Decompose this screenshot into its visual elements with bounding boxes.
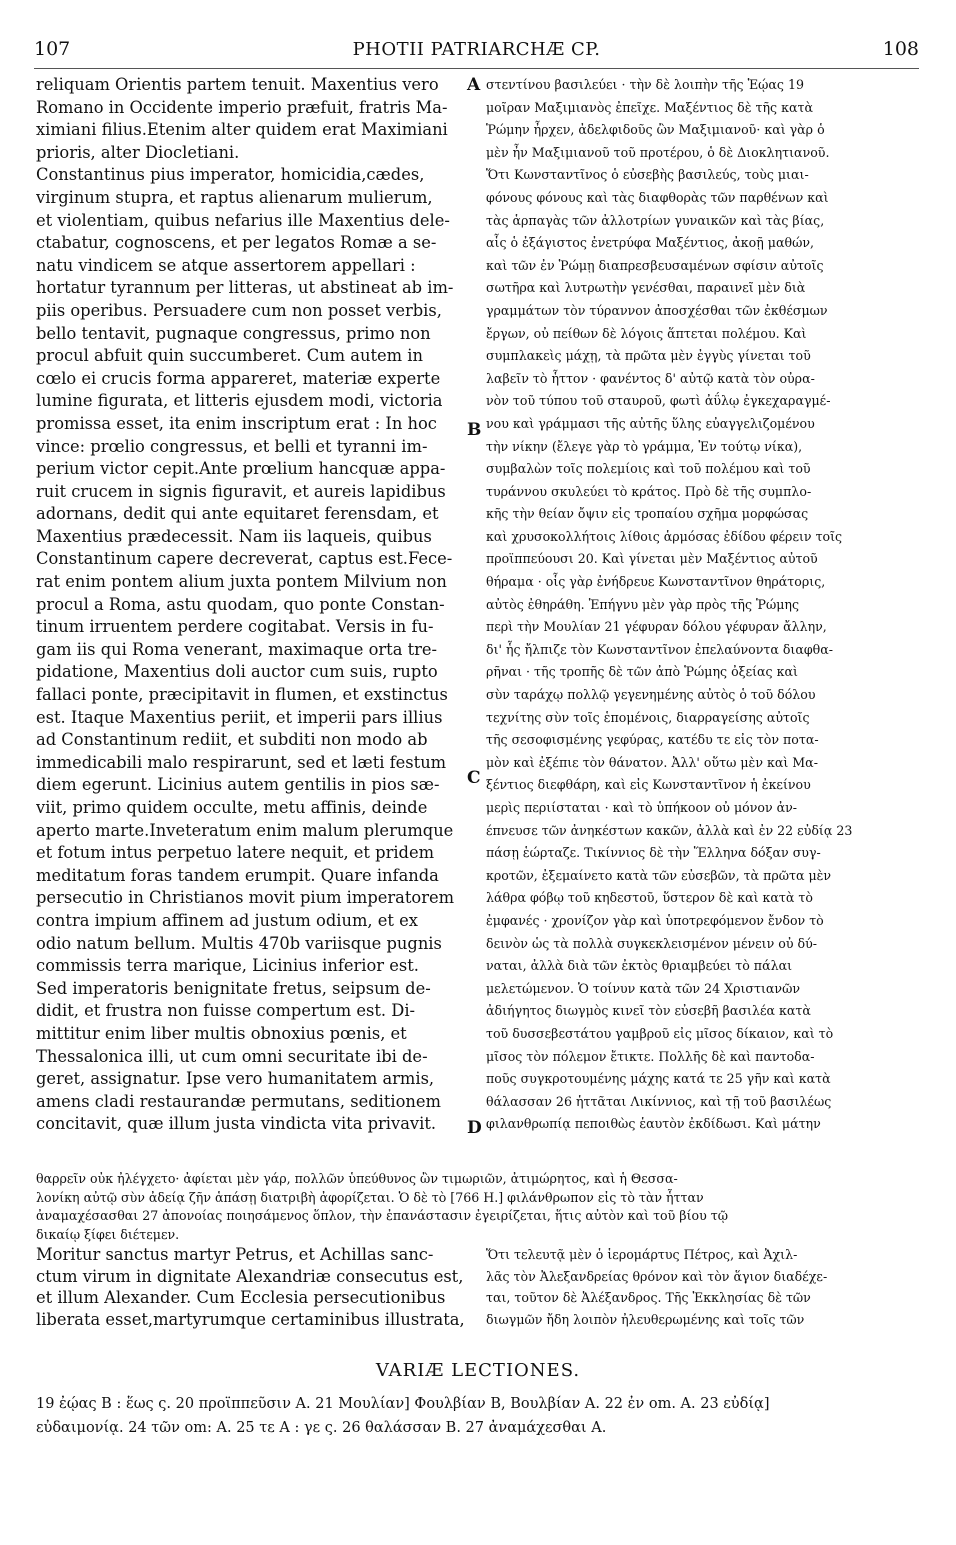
latin-line: persecutio in Christianos movit pium imperatorem [36, 888, 455, 908]
page-number-right: 108 [882, 38, 919, 60]
greek-line: ἀδιήγητος διωγμὸς κινεῖ τὸν εὐσεβῆ βασιλέα κατὰ [486, 1003, 811, 1019]
greek-line: περὶ τὴν Μουλίαν 21 γέφυραν δόλου γέφυραν ἄλλην, [486, 619, 827, 635]
latin-line: et violentiam, quibus nefarius ille Maxentius dele- [36, 210, 450, 230]
greek-line: φιλανθρωπίᾳ πεποιθὼς ἑαυτὸν ἐκδίδωσι. Καὶ μάτην [486, 1116, 821, 1132]
latin-line: Thessalonica illi, ut cum omni securitate ibi de- [36, 1046, 428, 1066]
greek-line: τεχνίτης σὺν τοῖς ἑπομένοις, διαρραγείσης αὐτοῖς [486, 709, 810, 725]
greek-line: σὺν ταράχῳ πολλῷ γεγενημένης αὐτὸς ὁ τοῦ δόλου [486, 687, 816, 703]
latin-line: didit, et frustra non fuisse compertum est. Di- [36, 1001, 416, 1021]
latin-line: aperto marte.Inveteratum enim malum plerumque [36, 820, 454, 840]
greek-line: νου καὶ γράμμασι τῆς αὐτῆς ὕλης εὐαγγελιζομένου [486, 415, 815, 431]
latin-line: fallaci ponte, præcipitavit in flumen, et exstinctus [36, 685, 448, 705]
latin-line: Sed imperatoris benignitate fretus, seipsum de- [36, 978, 431, 998]
latin-line: est. Itaque Maxentius periit, et imperii pars illius [36, 707, 443, 727]
latin-line: tinum irruentem perdere cogitabat. Versis in fu- [36, 617, 434, 637]
latin-line: bello tentavit, pugnaque congressus, primo non [36, 323, 431, 343]
latin-line: geret, assignatur. Ipse vero humanitatem armis, [36, 1069, 435, 1089]
latin-line: contra impium affinem ad justum odium, et ex [36, 910, 418, 930]
full-width-line: δικαίῳ ξίφει διέτεμεν. [36, 1226, 180, 1242]
latin-line: ximiani filius.Etenim alter quidem erat Maximiani [36, 120, 448, 140]
greek-line: ἐμφανές · χρονίζον γὰρ καὶ ὑποτρεφόμενον ἔνδον τὸ [486, 912, 824, 928]
full-width-line: λονίκη αὐτῷ σὺν ἀδείᾳ ζῆν ἁπάσῃ διατριβὴ ἀφορίζεται. Ὁ δὲ τὸ [766 H.] φιλάνθρωπον εἰς τὸ τὰν ἧτταν [36, 1189, 704, 1205]
greek-line: καὶ χρυσοκολλήτοις λίθοις ἁρμόσας ἐδίδου φέρειν τοῖς [486, 528, 843, 544]
greek-line: ναται, ἀλλὰ διὰ τῶν ἐκτὸς θριαμβεύει τὸ πάλαι [486, 958, 793, 974]
latin-line: odio natum bellum. Multis 470b variisque pugnis [36, 933, 442, 953]
latin-line: procul a Roma, astu quodam, quo ponte Constan- [36, 594, 445, 614]
greek-line: Ὅτι Κωνσταντῖνος ὁ εὐσεβὴς βασιλεύς, τοὺς μιαι- [486, 167, 809, 183]
latin-line: Moritur sanctus martyr Petrus, et Achillas sanc- [36, 1245, 434, 1264]
greek-column-section-2 [486, 1244, 920, 1330]
latin-line: natu vindicem se atque assertorem appellari : [36, 255, 416, 275]
latin-column [36, 74, 466, 1136]
greek-column [486, 74, 920, 1136]
greek-line: μελετώμενον. Ὁ τοίνυν κατὰ τῶν 24 Χριστιανῶν [486, 980, 801, 996]
margin-mark-a: A [467, 75, 481, 95]
latin-line: virginum stupra, et raptus alienarum mulierum, [36, 187, 433, 207]
greek-line: θάλασσαν 26 ἡττᾶται Λικίννιος, καὶ τῇ τοῦ βασιλέως [486, 1093, 832, 1109]
greek-line: μὲν ἦν Μαξιμιανοῦ τοῦ προτέρου, ὁ δὲ Διοκλητιανοῦ. [486, 144, 830, 160]
latin-line: immedicabili malo respirarunt, sed et læti festum [36, 752, 447, 772]
latin-line: liberata esset,martyrumque certaminibus illustrata, [36, 1309, 465, 1329]
greek-line: ξέντιος διεφθάρη, καὶ εἰς Κωνσταντῖνον ἡ ἐκείνου [486, 777, 811, 793]
greek-line: ἔργων, οὐ πείθων δὲ λόγοις ἅπτεται πολέμου. Καὶ [486, 325, 807, 341]
greek-line: γραμμάτων τὸν τύραννον ἀποσχέσθαι τῶν ἐκθέσμων [486, 302, 828, 318]
variae-lectiones [36, 1392, 920, 1440]
latin-line: et fotum intus perpetuo latere nequit, et pridem [36, 843, 435, 863]
latin-line: ad Constantinum rediit, et subditi non modo ab [36, 730, 428, 750]
latin-line: mittitur enim liber multis obnoxius pœnis, et [36, 1023, 407, 1043]
greek-line: μῖσος τὸν πόλεμον ἔτικτε. Πολλῆς δὲ καὶ παντοδα- [486, 1048, 815, 1064]
greek-line: ποῦς συγκροτουμένης μάχης κατά τε 25 γῆν καὶ κατὰ [486, 1071, 831, 1087]
greek-line: θήραμα · οἷς γὰρ ἐνήδρευε Κωνσταντῖνον θηράτορις, [486, 574, 826, 590]
latin-line: ctabatur, cognoscens, et per legatos Romæ a se- [36, 233, 437, 253]
latin-line: Constantinus pius imperator, homicidia,cædes, [36, 165, 425, 185]
greek-line: τοῦ δυσσεβεστάτου γαμβροῦ εἰς μῖσος δίκαιον, καὶ τὸ [486, 1025, 834, 1041]
greek-line: μὸν καὶ ἐξέπιε τὸν θάνατον. Ἀλλ' οὕτω μὲν καὶ Μα- [486, 754, 818, 770]
greek-line: ται, τοῦτον δὲ Ἀλέξανδρος. Τῆς Ἐκκλησίας δὲ τῶν [486, 1290, 811, 1305]
latin-line: commissis terra marique, Licinius inferior est. [36, 956, 419, 976]
greek-line: πάσῃ ἑώρταζε. Τικίννιος δὲ τὴν Ἕλληνα δόξαν συγ- [486, 845, 821, 861]
greek-line: λάθρα φόβῳ τοῦ κηδεστοῦ, ὕστερον δὲ καὶ κατὰ τὸ [486, 890, 813, 906]
variant-reading-line: 19 ἐῴας B : ἕως ς. 20 προϊππεῦσιν A. 21 Μουλίαν] Φουλβίαν B, Βουλβίαν A. 22 ἐν om. A. 23 εὐδίᾳ] [36, 1396, 770, 1412]
greek-line: λᾶς τὸν Ἀλεξανδρείας θρόνον καὶ τὸν ἅγιον διαδέχε- [486, 1268, 828, 1284]
latin-line: concitavit, quæ illum justa vindicta vita privavit. [36, 1114, 437, 1134]
latin-line: Constantinum capere decreverat, captus est.Fece- [36, 549, 453, 569]
greek-line: αἷς ὁ ἐξάγιστος ἐνετρύφα Μαξέντιος, ἀκοῇ μαθών, [486, 235, 815, 251]
greek-line: διωγμῶν ἤδη λοιπὸν ἠλευθερωμένης καὶ τοῖς τῶν [486, 1311, 805, 1327]
variant-reading-line: εὐδαιμονίᾳ. 24 τῶν om: A. 25 τε A : γε ς. 26 θαλάσσαν B. 27 ἀναμάχεσθαι A. [36, 1420, 607, 1436]
greek-line: προϊππεύουσι 20. Καὶ γίνεται μὲν Μαξέντιος αὐτοῦ [486, 551, 818, 567]
latin-line: et illum Alexander. Cum Ecclesia persecutionibus [36, 1288, 446, 1307]
greek-line: κροτῶν, ἐξεμαίνετο κατὰ τῶν εὐσεβῶν, τὰ πρῶτα μὲν [486, 867, 832, 883]
margin-mark-d: D [467, 1118, 482, 1138]
greek-line: δι' ἧς ἤλπιζε τὸν Κωνσταντῖνον ἐπελαύνοντα διαφθα- [486, 641, 834, 657]
full-width-line: θαρρεῖν οὐκ ἠλέγχετο· ἀφίεται μὲν γάρ, πολλῶν ὑπεύθυνος ὢν τιμωριῶν, ἀτιμώρητος, καὶ ἡ Θεσσα- [36, 1171, 678, 1186]
latin-line: Maxentius prædecessit. Nam iis laqueis, quibus [36, 526, 432, 546]
greek-line: νὸν τοῦ τύπου τοῦ σταυροῦ, φωτὶ ἀΰλῳ ἐγκεχαραγμέ- [486, 393, 831, 409]
latin-line: promissa esset, ita enim inscriptum erat : In hoc [36, 413, 437, 433]
greek-line: μοῖραν Μαξιμιανὸς ἐπεῖχε. Μαξέντιος δὲ τῆς κατὰ [486, 99, 813, 115]
latin-line: reliquam Orientis partem tenuit. Maxentius vero [36, 75, 439, 94]
greek-line: καὶ τῶν ἐν Ῥώμῃ διαπρεσβευσαμένων σφίσιν αὐτοῖς [486, 257, 824, 273]
latin-line: Romano in Occidente imperio præfuit, fratris Ma- [36, 97, 448, 117]
greek-line: λαβεῖν τὸ ἧττον · φανέντος δ' αὐτῷ κατὰ τὸν οὐρα- [486, 370, 815, 386]
running-title: PHOTII PATRIARCHÆ CP. [352, 39, 601, 60]
latin-line: lumine figurata, et litteris ejusdem modi, victoria [36, 391, 443, 411]
latin-line: hortatur tyrannum per litteras, ut abstineat ab im- [36, 278, 454, 298]
latin-line: adornans, dedit qui ante equitaret ferensdam, et [36, 504, 439, 524]
latin-line: amens cladi restaurandæ permutans, seditionem [36, 1091, 441, 1111]
latin-line: diem egerunt. Licinius autem gentilis in pios sæ- [36, 775, 440, 795]
latin-line: rat enim pontem alium juxta pontem Milvium non [36, 572, 447, 592]
greek-line: συμβαλὼν τοῖς πολεμίοις καὶ τοῦ πολέμου καὶ τοῦ [486, 461, 811, 477]
latin-line: cœlo ei crucis forma appareret, materiæ experte [36, 368, 441, 388]
latin-line: procul abfuit quin succumberet. Cum autem in [36, 346, 423, 366]
greek-line: φόνους φόνους καὶ τὰς διαφθορὰς τῶν παρθένων καὶ [486, 189, 829, 205]
page-header [34, 38, 919, 68]
latin-line: vince: prœlio congressus, et belli et tyranni im- [36, 436, 428, 456]
variae-title: VARIÆ LECTIONES. [375, 1360, 581, 1381]
greek-line: ρῆναι · τῆς τροπῆς δὲ τῶν ἀπὸ Ῥώμης ὀξείας καὶ [486, 664, 798, 680]
page-number-left: 107 [34, 38, 71, 60]
latin-line: meditatum foras tandem erumpit. Quare infanda [36, 865, 439, 885]
latin-line: piis operibus. Persuadere cum non posset verbis, [36, 300, 442, 320]
greek-line: στεντίνου βασιλεύει · τὴν δὲ λοιπὴν τῆς Ἑῴας 19 [486, 77, 805, 92]
margin-mark-b: B [467, 420, 482, 440]
latin-line: prioris, alter Diocletiani. [36, 142, 240, 162]
latin-line: pidatione, Maxentius doli auctor cum suis, rupto [36, 662, 438, 682]
latin-column-section-2 [36, 1244, 466, 1330]
latin-line: gam iis qui Roma venerant, maximaque orta tre- [36, 639, 438, 659]
full-width-greek [36, 1170, 920, 1244]
header-rule [34, 68, 919, 69]
greek-line: τὰς ἁρπαγὰς τῶν ἀλλοτρίων γυναικῶν καὶ τὰς βίας, [486, 212, 825, 228]
greek-line: μερὶς περιίσταται · καὶ τὸ ὑπήκοον οὐ μόνον ἀν- [486, 800, 798, 815]
full-width-line: ἀναμαχέσασθαι 27 ἀπονοίας ποιησάμενος ὅπλον, τὴν ἐπανάστασιν ἐγειρίζεται, ἥτις αὐτὸν καὶ τοῦ βίου τῷ [36, 1208, 728, 1224]
greek-line: Ὅτι τελευτᾷ μὲν ὁ ἱερομάρτυς Πέτρος, καὶ Ἀχιλ- [486, 1247, 798, 1262]
latin-line: ctum virum in dignitate Alexandriæ consecutus est, [36, 1266, 464, 1286]
greek-line: τυράννου σκυλεύει τὸ κράτος. Πρὸ δὲ τῆς συμπλο- [486, 483, 812, 499]
greek-line: σωτῆρα καὶ λυτρωτὴν γενέσθαι, παραινεῖ μὲν διὰ [486, 280, 806, 296]
greek-line: κῆς τὴν θείαν ὄψιν εἰς τροπαίου σχῆμα μορφώσας [486, 506, 809, 522]
latin-line: viit, primo quidem occulte, metu affinis, deinde [36, 798, 428, 817]
greek-line: τῆς σεσοφισμένης γεφύρας, κατέδυ τε εἰς τὸν ποτα- [486, 732, 819, 748]
latin-line: ruit crucem in signis figuravit, et aureis lapidibus [36, 481, 446, 501]
latin-line: perium victor cepit.Ante prœlium hancquæ appa- [36, 459, 446, 479]
greek-line: τὴν νίκην (ἔλεγε γὰρ τὸ γράμμα, Ἐν τούτῳ νίκα), [486, 438, 803, 454]
margin-mark-c: C [467, 768, 481, 788]
greek-line: δεινὸν ὡς τὰ πολλὰ συγκεκλεισμένον μένειν οὐ δύ- [486, 935, 817, 951]
greek-line: συμπλακεὶς μάχῃ, τὰ πρῶτα μὲν ἐγγὺς γίνεται τοῦ [486, 348, 811, 364]
greek-line: αὐτὸς ἐθηράθη. Ἐπήγνυ μὲν γὰρ πρὸς τῆς Ῥώμης [486, 596, 800, 612]
greek-line: έπνευσε τῶν ἀνηκέστων κακῶν, ἀλλὰ καὶ ἐν 22 εὐδίᾳ 23 [486, 822, 853, 838]
greek-line: Ῥώμην ἦρχεν, ἀδελφιδοῦς ὢν Μαξιμιανοῦ· καὶ γὰρ ὁ [486, 122, 825, 138]
